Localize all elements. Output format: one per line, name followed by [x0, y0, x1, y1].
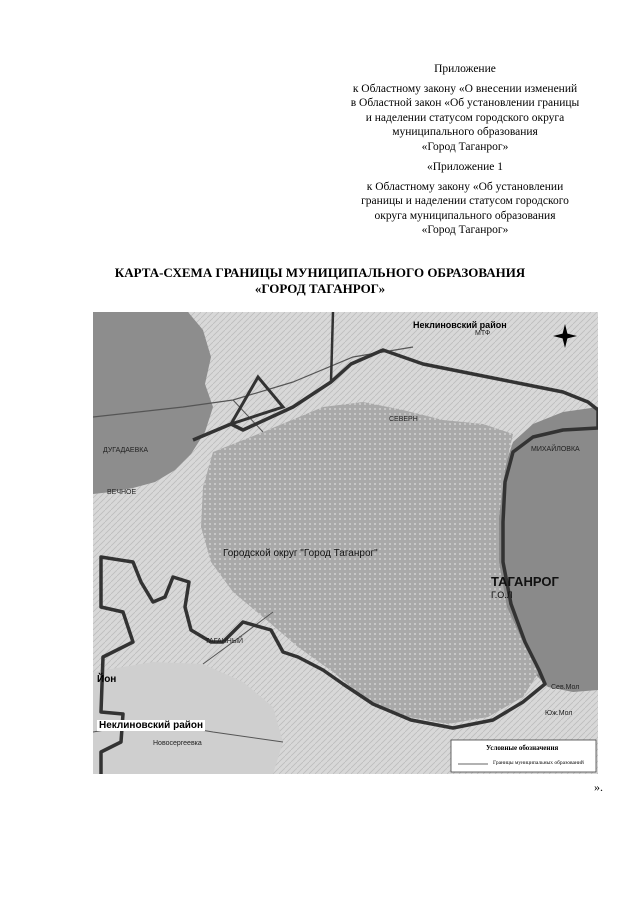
- village-label: МИХАЙЛОВКА: [531, 446, 580, 453]
- boundary-map: [93, 312, 598, 774]
- village-label: Новосергеевка: [153, 740, 202, 747]
- map-canvas: [93, 312, 598, 774]
- annex-line: к Областному закону «О внесении изменений: [352, 82, 578, 95]
- area-label: МТФ: [475, 330, 491, 337]
- closing-quote: ».: [594, 780, 603, 794]
- map-title-line1: КАРТА-СХЕМА ГРАНИЦЫ МУНИЦИПАЛЬНОГО ОБРАЗОВАНИЯ: [114, 265, 526, 280]
- area-label: СЕВЕРН: [389, 416, 418, 423]
- pier-label: Сев.Мол: [551, 684, 580, 691]
- annex1-line: границы и наделении статусом городского: [361, 195, 569, 207]
- city-district-label: Городской округ "Город Таганрог": [223, 548, 378, 559]
- annex1-line: округа муниципального образования: [374, 209, 556, 222]
- annex1-block: [330, 160, 600, 238]
- annex-block: [330, 62, 600, 154]
- annex-title: Приложение: [434, 63, 496, 75]
- map-title-line2: «ГОРОД ТАГАНРОГ»: [254, 281, 386, 296]
- legend-item: Границы муниципальных образований: [493, 760, 584, 766]
- annex-line: в Областной закон «Об установлении границы: [350, 97, 580, 109]
- annex-line: муниципального образования: [392, 126, 538, 138]
- city-sub-label: Г.О.Л: [491, 590, 513, 600]
- district-label-top: Неклиновский район: [413, 320, 507, 330]
- village-label: ТАГАННЫЙ: [205, 638, 244, 645]
- annex-line: и наделении статусом городского округа: [365, 111, 565, 124]
- annex1-line: «Город Таганрог»: [421, 224, 509, 236]
- annex1-line: к Областному закону «Об установлении: [366, 180, 564, 193]
- annex-line: «Город Таганрог»: [421, 140, 509, 153]
- pier-label: Юж.Мол: [545, 710, 573, 717]
- village-label: ВЕЧНОЕ: [107, 489, 137, 496]
- annex1-title: «Приложение 1: [426, 161, 504, 173]
- city-label: ТАГАНРОГ: [491, 574, 559, 589]
- village-label: ДУГАДАЕВКА: [103, 447, 148, 454]
- district-label-bottom: Неклиновский район: [99, 720, 204, 731]
- village-label: Йон: [97, 674, 117, 685]
- legend-title: Условные обозначения: [486, 744, 559, 752]
